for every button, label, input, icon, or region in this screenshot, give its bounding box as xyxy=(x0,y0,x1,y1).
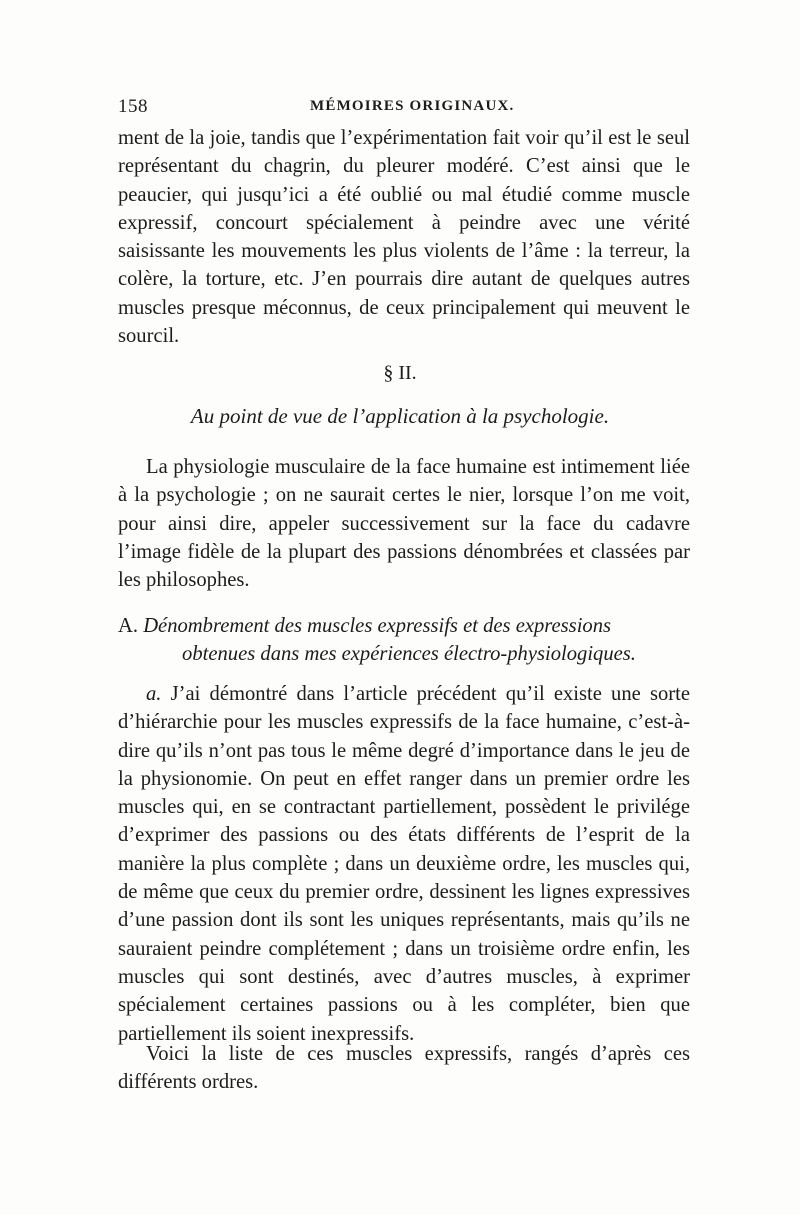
section-number: § II. xyxy=(383,362,417,384)
subsection-label: A. xyxy=(118,615,139,637)
paragraph-a-label: a. xyxy=(146,683,162,705)
running-title: MÉMOIRES ORIGINAUX. xyxy=(310,98,515,114)
paragraph-continued: ment de la joie, tandis que l’expérimentation fait voir qu’il est le seul représentant du chagrin, du pleurer modéré. C’est ainsi que le peaucier, qui jusqu’ici a été oublié ou mal étudié comme muscle expressif, concourt spécialement à peindre avec une vérité saisissante les mouvements les plus violents de l’âme : la terreur, la colère, la torture, etc. J’en pourrais dire autant de quelques autres muscles presque méconnus, de ceux principalement qui meuvent le sourcil. xyxy=(118,127,690,348)
subsection-title-line1: Dénombrement des muscles expressifs et des expressions xyxy=(143,615,612,637)
paragraph-list-intro: Voici la liste de ces muscles expressifs, rangés d’après ces différents ordres. xyxy=(118,1043,690,1094)
paragraph-a xyxy=(118,680,690,1048)
paragraph-a-text: J’ai démontré dans l’article précédent qu’il existe une sorte d’hiérarchie pour les muscles expressifs de la face humaine, c’est-à-dire qu’ils n’ont pas tous le même degré d’importance dans le jeu de la physionomie. On peut en effet ranger dans un premier ordre les muscles qui, en se contractant partiellement, possèdent le privilége d’exprimer des passions ou des états différents de l’esprit de la manière la plus complète ; dans un deuxième ordre, les muscles qui, de même que ceux du premier ordre, dessinent les lignes expressives d’une passion dont ils sont les uniques représentants, mais qu’ils ne sauraient peindre complétement ; dans un troisième ordre enfin, les muscles qui sont destinés, avec d’autres muscles, à exprimer spécialement certaines passions ou à les compléter, bien que partiellement ils soient inexpressifs. xyxy=(118,683,690,1045)
section-subtitle: Au point de vue de l’application à la psychologie. xyxy=(190,404,610,428)
subsection-heading xyxy=(118,612,690,668)
subsection-title-line2: obtenues dans mes expériences électro-physiologiques. xyxy=(182,643,636,665)
page-number: 158 xyxy=(118,96,148,117)
paragraph-intro: La physiologie musculaire de la face humaine est intimement liée à la psychologie ; on ne saurait certes le nier, lorsque l’on me voit, pour ainsi dire, appeler successivement sur la face du cadavre l’image fidèle de la plupart des passions dénombrées et classées par les philosophes. xyxy=(118,456,690,592)
running-head xyxy=(118,96,690,120)
